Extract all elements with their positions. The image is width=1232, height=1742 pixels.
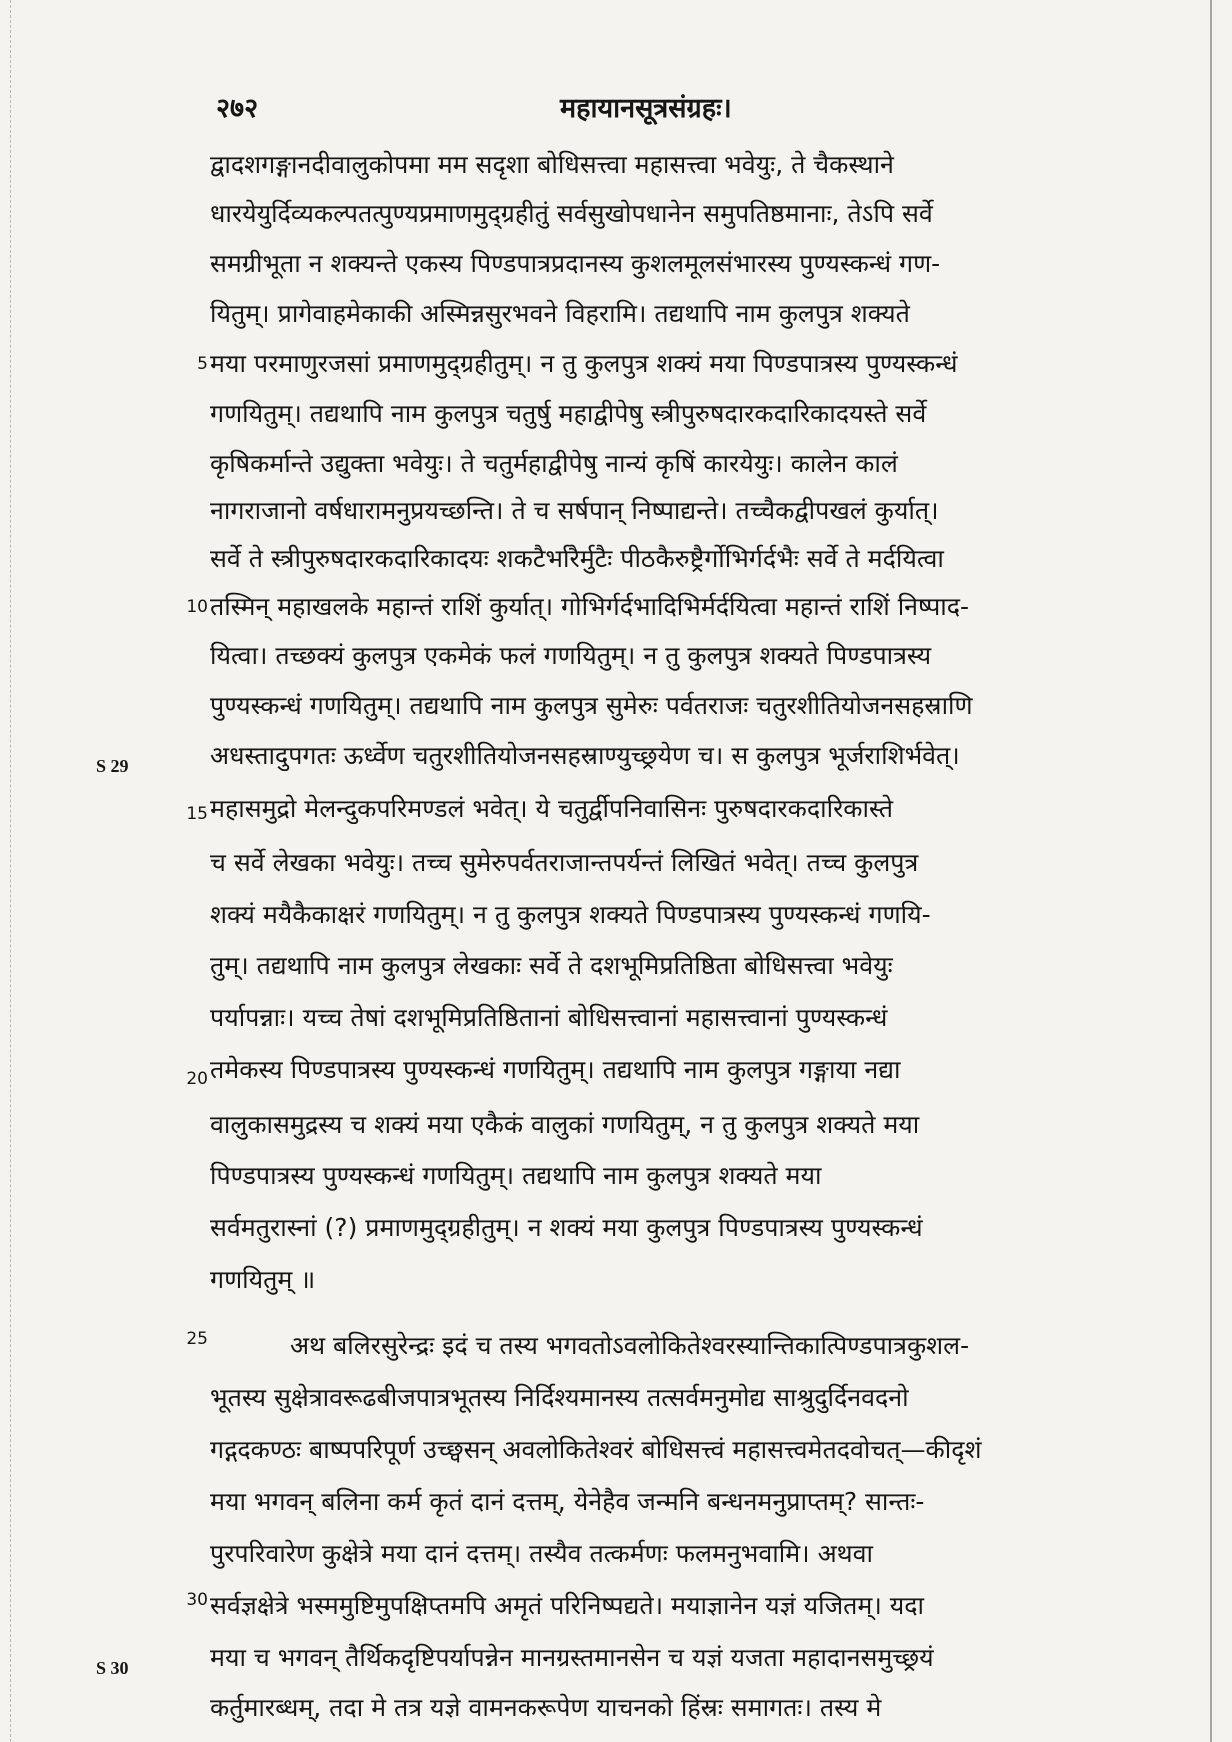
text-line-3: समग्रीभूता न शक्यन्ते एकस्य पिण्डपात्रप्रदानस्य कुशलमूलसंभारस्य पुण्यस्कन्धं गण- [210,249,941,278]
text-line-28: पुरपरिवारेण कुक्षेत्रे मया दानं दत्तम्। तस्यैव तत्कर्मणः फलमनुभवामि। अथवा [210,1539,874,1568]
page-edge-right [1210,0,1212,1742]
text-line-31: कर्तुमारब्धम्, तदा मे तत्र यज्ञे वामनकरूपेण याचनको हिंस्रः समागतः। तस्य मे [210,1693,882,1722]
text-line-18: पर्यापन्नाः। यच्च तेषां दशभूमिप्रतिष्ठितानां बोधिसत्त्वानां महासत्त्वानां पुण्यस्कन्धं [210,1003,888,1032]
text-line-1: द्वादशगङ्गानदीवालुकोपमा मम सदृशा बोधिसत्त्वा महासत्त्वा भवेयुः, ते चैकस्थाने [210,150,894,179]
margin-ref-s29: S 29 [96,756,129,776]
page-number: २७२ [216,93,259,124]
text-line-30: मया च भगवन् तैर्थिकदृष्टिपर्यापन्नेन मानग्रस्तमानसेन च यज्ञं यजता महादानसमुच्छ्रयं [210,1643,934,1672]
text-line-8: नागराजानो वर्षधारामनुप्रयच्छन्ति। ते च सर्षपान् निष्पाद्यन्ते। तच्चैकद्वीपखलं कुर्यात्। [210,496,939,525]
text-line-25: भूतस्य सुक्षेत्रावरूढबीजपात्रभूतस्य निर्दिश्यमानस्य तत्सर्वमनुमोद्य साश्रुदुर्दिनवदनो [210,1383,909,1412]
page-edge-left [10,0,11,1742]
text-line-9: सर्वे ते स्त्रीपुरुषदारकदारिकादयः शकटैर्भारैर्मुटैः पीठकैरुष्ट्रैर्गोभिर्गर्दभैः सर्वे ते मर्दयित्वा [210,544,944,573]
text-line-29: सर्वज्ञक्षेत्रे भस्ममुष्टिमुपक्षिप्तमपि अमृतं परिनिष्पद्यते। मयाज्ञानेन यज्ञं यजितम्। यदा [210,1591,925,1620]
text-line-2: धारयेयुर्दिव्यकल्पतत्पुण्यप्रमाणमुद्ग्रहीतुं सर्वसुखोपधानेन समुपतिष्ठमानाः, तेऽपि सर्वे [210,199,933,228]
line-number-10: 10 [186,597,208,617]
text-line-21: पिण्डपात्रस्य पुण्यस्कन्धं गणयितुम्। तद्यथापि नाम कुलपुत्र शक्यते मया [210,1161,822,1190]
line-number-20: 20 [186,1069,208,1089]
line-number-30: 30 [186,1590,208,1610]
text-line-19: तमेकस्य पिण्डपात्रस्य पुण्यस्कन्धं गणयितुम्। तद्यथापि नाम कुलपुत्र गङ्गाया नद्या [210,1055,901,1084]
text-line-6: गणयितुम्। तद्यथापि नाम कुलपुत्र चतुर्षु महाद्वीपेषु स्त्रीपुरुषदारकदारिकादयस्ते सर्वे [210,399,927,428]
text-line-13: अधस्तादुपगतः ऊर्ध्वेण चतुरशीतियोजनसहस्राण्युच्छ्रयेण च। स कुलपुत्र भूर्जराशिर्भवेत्। [210,741,960,770]
line-number-25: 25 [186,1329,208,1349]
margin-ref-s30: S 30 [96,1658,129,1678]
text-line-17: तुम्। तद्यथापि नाम कुलपुत्र लेखकाः सर्वे ते दशभूमिप्रतिष्ठिता बोधिसत्त्वा भवेयुः [210,951,893,980]
line-number-15: 15 [186,804,208,824]
text-line-5: मया परमाणुरजसां प्रमाणमुद्ग्रहीतुम्। न तु कुलपुत्र शक्यं मया पिण्डपात्रस्य पुण्यस्कन्धं [210,349,958,378]
text-line-4: यितुम्। प्रागेवाहमेकाकी अस्मिन्नसुरभवने विहरामि। तद्यथापि नाम कुलपुत्र शक्यते [210,299,910,328]
running-title: महायानसूत्रसंग्रहः। [560,93,732,124]
text-line-22: सर्वमतुरास्नां (?) प्रमाणमुद्ग्रहीतुम्। न शक्यं मया कुलपुत्र पिण्डपात्रस्य पुण्यस्कन्धं [210,1213,923,1242]
text-line-12: पुण्यस्कन्धं गणयितुम्। तद्यथापि नाम कुलपुत्र सुमेरुः पर्वतराजः चतुरशीतियोजनसहस्राणि [210,691,973,720]
line-number-5: 5 [197,354,208,374]
text-line-20: वालुकासमुद्रस्य च शक्यं मया एकैकं वालुकां गणयितुम्, न तु कुलपुत्र शक्यते मया [210,1110,920,1139]
text-line-11: यित्वा। तच्छक्यं कुलपुत्र एकमेकं फलं गणयितुम्। न तु कुलपुत्र शक्यते पिण्डपात्रस्य [210,641,932,670]
text-line-27: मया भगवन् बलिना कर्म कृतं दानं दत्तम्, येनेहैव जन्मनि बन्धनमनुप्राप्तम्? सान्तः- [210,1487,925,1516]
text-line-24: अथ बलिरसुरेन्द्रः इदं च तस्य भगवतोऽवलोकितेश्वरस्यान्तिकात्पिण्डपात्रकुशल- [290,1331,970,1360]
text-line-26: गद्गदकण्ठः बाष्पपरिपूर्ण उच्छ्वसन् अवलोकितेश्वरं बोधिसत्त्वं महासत्त्वमेतदवोचत्—कीदृशं [210,1435,982,1464]
text-line-14: महासमुद्रो मेलन्दुकपरिमण्डलं भवेत्। ये चतुर्द्वीपनिवासिनः पुरुषदारकदारिकास्ते [210,794,893,823]
text-line-16: शक्यं मयैकैकाक्षरं गणयितुम्। न तु कुलपुत्र शक्यते पिण्डपात्रस्य पुण्यस्कन्धं गणयि- [210,900,931,929]
text-line-7: कृषिकर्मान्ते उद्युक्ता भवेयुः। ते चतुर्महाद्वीपेषु नान्यं कृषिं कारयेयुः। कालेन कालं [210,449,898,478]
text-line-23: गणयितुम् ॥ [210,1265,316,1294]
text-line-10: तस्मिन् महाखलके महान्तं राशिं कुर्यात्। गोभिर्गर्दभादिभिर्मर्दयित्वा महान्तं राशिं निष्पाद- [210,592,970,621]
text-line-15: च सर्वे लेखका भवेयुः। तच्च सुमेरुपर्वतराजान्तपर्यन्तं लिखितं भवेत्। तच्च कुलपुत्र [210,848,919,877]
